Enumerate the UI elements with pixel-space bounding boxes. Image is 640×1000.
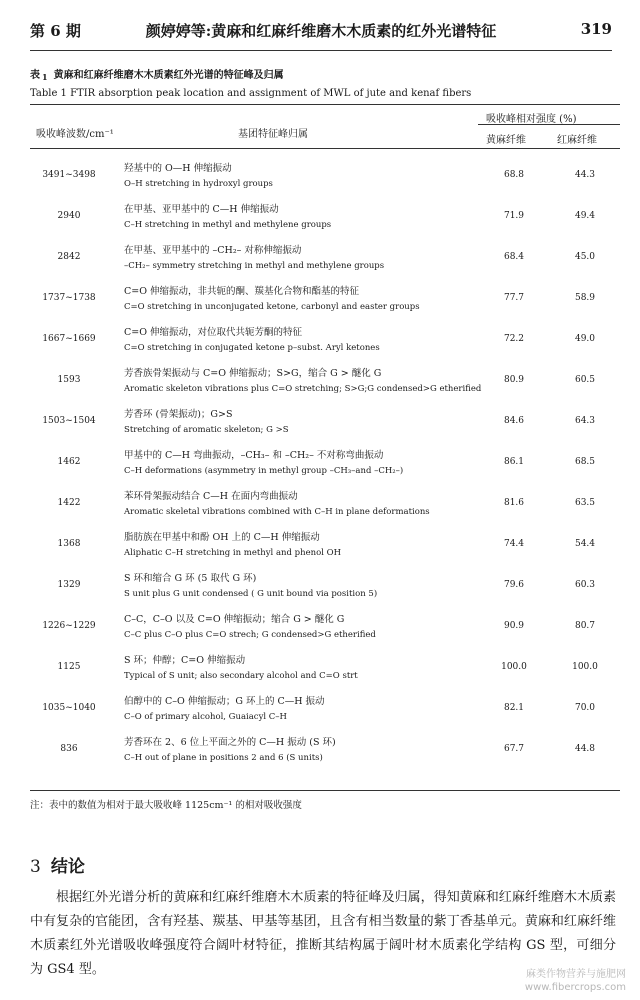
table-label-number: 1: [42, 72, 48, 82]
table-row: [30, 158, 620, 199]
table-row: [30, 486, 620, 527]
kenaf-intensity-cell: 80.7: [574, 621, 596, 631]
assignment-cn-cell: 苯环骨架振动结合 C—H 在面内弯曲振动: [124, 491, 298, 502]
table-caption-cn-text: 黄麻和红麻纤维磨木木质素红外光谱的特征峰及归属: [53, 70, 284, 81]
section-title: 结论: [50, 857, 85, 877]
jute-intensity-cell: 100.0: [501, 662, 527, 672]
wavenumber-cell: 1226~1229: [42, 621, 96, 631]
assignment-cn-cell: 甲基中的 C—H 弯曲振动，–CH₃– 和 –CH₂– 不对称弯曲振动: [124, 450, 384, 461]
table-top-rule: [30, 104, 620, 105]
assignment-cn-cell: S 环；仲醇；C=O 伸缩振动: [124, 655, 246, 666]
wavenumber-cell: 1667~1669: [42, 334, 96, 344]
assignment-en-cell: Aromatic skeleton vibrations plus C=O stretching; S>G;G condensed>G etherified: [124, 384, 482, 394]
jute-intensity-cell: 77.7: [503, 293, 525, 303]
assignment-cn-cell: C–C，C–O 以及 C=O 伸缩振动；缩合 G > 醚化 G: [124, 614, 345, 625]
table-label: 表: [30, 70, 40, 81]
assignment-cn-cell: 芳香族骨架振动与 C=O 伸缩振动；S>G，缩合 G > 醚化 G: [124, 368, 382, 379]
kenaf-intensity-cell: 44.3: [574, 170, 596, 180]
assignment-cn-cell: C=O 伸缩振动，对位取代共轭芳酮的特征: [124, 327, 303, 338]
assignment-cn-cell: 羟基中的 O—H 伸缩振动: [124, 163, 232, 174]
wavenumber-cell: 1329: [57, 580, 81, 590]
header-rule: [30, 50, 612, 51]
kenaf-intensity-cell: 54.4: [574, 539, 596, 549]
jute-intensity-cell: 80.9: [503, 375, 525, 385]
kenaf-intensity-cell: 60.5: [574, 375, 596, 385]
kenaf-intensity-cell: 64.3: [574, 416, 596, 426]
jute-intensity-cell: 68.8: [503, 170, 525, 180]
wavenumber-cell: 1737~1738: [42, 293, 96, 303]
jute-intensity-cell: 84.6: [503, 416, 525, 426]
assignment-en-cell: C–C plus C–O plus C=O strech; G condensed>G etherified: [124, 630, 376, 640]
kenaf-intensity-cell: 100.0: [572, 662, 598, 672]
table-body: [30, 158, 620, 773]
jute-intensity-cell: 72.2: [503, 334, 525, 344]
kenaf-intensity-cell: 49.4: [574, 211, 596, 221]
running-header: [30, 20, 612, 46]
wavenumber-cell: 1503~1504: [42, 416, 96, 426]
table-caption-cn: [30, 66, 284, 82]
watermark-line-2: www.fibercrops.com: [524, 982, 626, 993]
assignment-en-cell: C–O of primary alcohol, Guaiacyl C–H: [124, 712, 287, 722]
kenaf-intensity-cell: 45.0: [574, 252, 596, 262]
jute-intensity-cell: 86.1: [503, 457, 525, 467]
wavenumber-cell: 1422: [57, 498, 81, 508]
kenaf-intensity-cell: 60.3: [574, 580, 596, 590]
assignment-cn-cell: 芳香环 (骨架振动)；G>S: [124, 409, 233, 420]
table-row: [30, 650, 620, 691]
jute-intensity-cell: 81.6: [503, 498, 525, 508]
wavenumber-cell: 3491~3498: [42, 170, 96, 180]
table-row: [30, 691, 620, 732]
kenaf-intensity-cell: 70.0: [574, 703, 596, 713]
assignment-cn-cell: 脂肪族在甲基中和酚 OH 上的 C—H 伸缩振动: [124, 532, 320, 543]
assignment-en-cell: C–H out of plane in positions 2 and 6 (S units): [124, 753, 323, 763]
table-head-rule: [30, 148, 620, 149]
jute-intensity-cell: 79.6: [503, 580, 525, 590]
table-row: [30, 609, 620, 650]
kenaf-intensity-cell: 49.0: [574, 334, 596, 344]
table-caption-en: Table 1 FTIR absorption peak location and assignment of MWL of jute and kenaf fibers: [30, 88, 472, 99]
watermark: [525, 968, 626, 994]
wavenumber-cell: 1593: [57, 375, 81, 385]
col-header-intensity: 吸收峰相对强度 (%): [486, 114, 577, 125]
issue-number: 第 6 期: [30, 22, 81, 40]
kenaf-intensity-cell: 44.8: [574, 744, 596, 754]
wavenumber-cell: 1125: [57, 662, 81, 672]
jute-intensity-cell: 71.9: [503, 211, 525, 221]
jute-intensity-cell: 82.1: [503, 703, 525, 713]
jute-intensity-cell: 68.4: [503, 252, 525, 262]
wavenumber-cell: 836: [60, 744, 78, 754]
page-number: 319: [580, 20, 612, 38]
subheader-rule: [478, 124, 620, 125]
assignment-cn-cell: 芳香环在 2、6 位上平面之外的 C—H 振动 (S 环): [124, 737, 336, 748]
table-row: [30, 322, 620, 363]
kenaf-intensity-cell: 63.5: [574, 498, 596, 508]
assignment-en-cell: Aliphatic C–H stretching in methyl and phenol OH: [124, 548, 342, 558]
jute-intensity-cell: 90.9: [503, 621, 525, 631]
table-row: [30, 281, 620, 322]
kenaf-intensity-cell: 68.5: [574, 457, 596, 467]
col-header-wavenumber: 吸收峰波数/cm⁻¹: [36, 129, 114, 140]
assignment-en-cell: Aromatic skeletal vibrations combined with C–H in plane deformations: [124, 507, 430, 517]
table-row: [30, 732, 620, 773]
table-row: [30, 568, 620, 609]
assignment-en-cell: O–H stretching in hydroxyl groups: [124, 179, 273, 189]
table-row: [30, 199, 620, 240]
wavenumber-cell: 1035~1040: [42, 703, 96, 713]
assignment-en-cell: C–H stretching in methyl and methylene groups: [124, 220, 332, 230]
assignment-en-cell: Typical of S unit; also secondary alcohol and C=O strt: [124, 671, 358, 681]
col-header-kenaf: 红麻纤维: [557, 135, 597, 146]
assignment-cn-cell: 在甲基、亚甲基中的 –CH₂– 对称伸缩振动: [124, 245, 302, 256]
assignment-en-cell: Stretching of aromatic skeleton; G >S: [124, 425, 289, 435]
table-row: [30, 404, 620, 445]
jute-intensity-cell: 74.4: [503, 539, 525, 549]
col-header-jute: 黄麻纤维: [486, 135, 526, 146]
section-number: 3: [30, 857, 41, 877]
section-heading: [30, 852, 85, 877]
table-row: [30, 445, 620, 486]
conclusion-paragraph: 根据红外光谱分析的黄麻和红麻纤维磨木木质素的特征峰及归属，得知黄麻和红麻纤维磨木木质素中有复杂的官能团，含有羟基、羰基、甲基等基团，且含有相当数量的紫丁香基单元。黄麻和红麻纤维木质素红外光谱吸收峰强度符合阔叶材特征，推断其结构属于阔叶材木质素化学结构 GS 型，可细分为 GS4 型。: [30, 890, 616, 977]
assignment-en-cell: C=O stretching in conjugated ketone p–subst. Aryl ketones: [124, 343, 380, 353]
running-title: 颜婷婷等:黄麻和红麻纤维磨木木质素的红外光谱特征: [145, 22, 497, 40]
wavenumber-cell: 1462: [57, 457, 81, 467]
table-bottom-rule: [30, 790, 620, 791]
assignment-en-cell: –CH₂– symmetry stretching in methyl and methylene groups: [124, 261, 385, 271]
wavenumber-cell: 2940: [57, 211, 81, 221]
table-note: 注：表中的数值为相对于最大吸收峰 1125cm⁻¹ 的相对吸收强度: [30, 800, 302, 811]
col-header-assignment: 基团特征峰归属: [238, 129, 308, 140]
table-row: [30, 240, 620, 281]
wavenumber-cell: 2842: [57, 252, 81, 262]
table-row: [30, 363, 620, 404]
table-row: [30, 527, 620, 568]
assignment-en-cell: C–H deformations (asymmetry in methyl group –CH₃–and –CH₂–): [124, 466, 404, 476]
assignment-en-cell: C=O stretching in unconjugated ketone, carbonyl and easter groups: [124, 302, 420, 312]
assignment-cn-cell: 在甲基、亚甲基中的 C—H 伸缩振动: [124, 204, 279, 215]
assignment-en-cell: S unit plus G unit condensed ( G unit bound via position 5): [124, 589, 378, 599]
assignment-cn-cell: C=O 伸缩振动，非共轭的酮、羰基化合物和酯基的特征: [124, 286, 360, 297]
kenaf-intensity-cell: 58.9: [574, 293, 596, 303]
watermark-line-1: 麻类作物营养与施肥网: [526, 969, 626, 980]
assignment-cn-cell: S 环和缩合 G 环 (5 取代 G 环): [124, 573, 257, 584]
assignment-cn-cell: 伯醇中的 C–O 伸缩振动；G 环上的 C—H 振动: [124, 696, 325, 707]
wavenumber-cell: 1368: [57, 539, 81, 549]
jute-intensity-cell: 67.7: [503, 744, 525, 754]
